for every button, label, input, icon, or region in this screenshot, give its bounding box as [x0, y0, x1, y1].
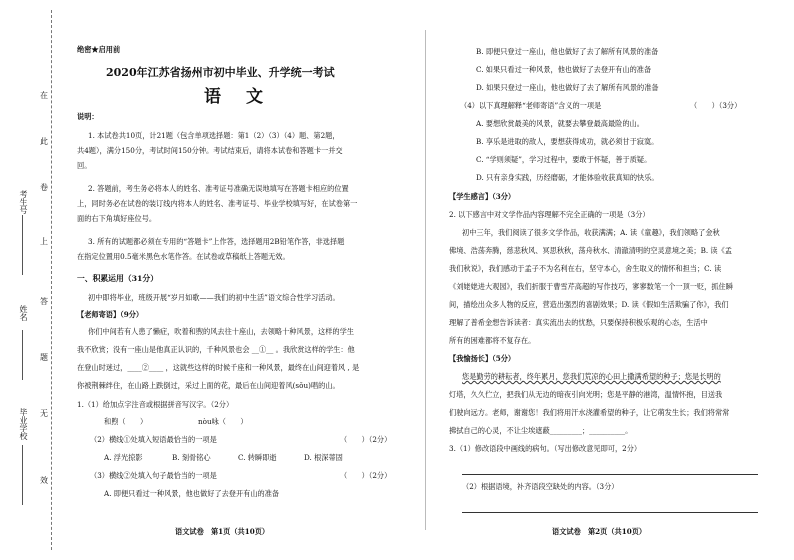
- secret-mark: 绝密★启用前: [77, 45, 121, 54]
- seal-char: 答: [40, 297, 48, 306]
- question-1-4: （4）以下真理解释“老师寄语”含义的一项是: [460, 101, 602, 110]
- option-a[interactable]: A. 浮光掠影: [104, 453, 143, 462]
- question-2: 2. 以下感言中对文学作品内容理解不完全正确的一项是（3分）: [449, 210, 650, 219]
- option-d[interactable]: D. 只有亲身实践，历经磨砺，才能体验收获真知的快乐。: [476, 173, 659, 182]
- binding-line: [51, 10, 52, 550]
- q2-text-line: 理解了普希金想告诉读者：真实流出去的忧愁，只要保持积极乐观的心态，生活中: [449, 318, 708, 327]
- my-strength-heading: 【我愉扬长】（5分）: [449, 354, 516, 363]
- q2-text-line: 佛境、浩荡奔腾，慈悲秋风、冥思秋秋，荡舟秋水、清澈清明的空灵意境之美；B. 读《孟: [449, 246, 732, 255]
- note-line: 面的右下角填好座位号。: [77, 214, 157, 223]
- option-a[interactable]: A. 即便只看过一种风景，他也做好了去登开有山的准备: [104, 489, 280, 498]
- student-reflection-heading: 【学生感言】（3分）: [449, 192, 516, 201]
- option-c[interactable]: C. 如果只看过一种风景，他也做好了去登开有山的准备: [476, 65, 652, 74]
- option-b[interactable]: B. 享乐是进取的敌人，要想获得成功，就必须甘于寂寞。: [476, 137, 659, 146]
- answer-line[interactable]: [462, 474, 758, 475]
- subject-title: 语 文: [204, 87, 267, 107]
- school-line: [22, 445, 23, 505]
- passage-line: 在登山时迷过，____②____ ，这就些这样的时候千座和一种风景，最终在山间迎着风 , 是: [77, 363, 360, 372]
- question-1: 1.（1）给加点字注音或根据拼音写汉字。（2分）: [77, 400, 234, 409]
- page-divider: [425, 30, 426, 530]
- q2-text-line: 《刘姥姥进大观园》，我们折服于曹雪芹高超的写作技巧，寥寥数笔一个一顶一贬，抓住瞬: [449, 282, 733, 291]
- note-line: 2. 答题前，考生务必将本人的姓名、准考证号准确无误地填写在答题卡相应的位置: [88, 184, 349, 193]
- para3-line: 们驶向远方。老师，谢谢您！我们将用汗水浇灌希望的种子，让它萌发生长；我们将常常: [449, 408, 730, 417]
- page-footer-left: 语文试卷 第1页（共10页）: [175, 527, 270, 536]
- seal-char: 卷: [40, 183, 48, 192]
- note-line: 共4题），满分150分，考试时间150分钟。考试结束后，请将本试卷和答题卡一并交: [77, 146, 343, 155]
- underlined-sentence: 您是勤劳的耕耘者，终年累月，您我们荒凉的心田上撒满希望的种子；您是长明的: [462, 372, 721, 381]
- para3-line: [462, 372, 721, 381]
- question-1-2-score: （ ）（2分）: [340, 435, 392, 444]
- option-c[interactable]: C. 转瞬即逝: [238, 453, 277, 462]
- passage-line: 我不欣赏；没有一座山是他真正认识的，千种风景也会 __①__ 。我欣赏这样的学生：他: [77, 345, 355, 354]
- note-line: 3. 所有的试题都必须在专用的“答题卡”上作答，选择题用2B铅笔作答，非选择题: [88, 237, 345, 246]
- name-line: [22, 330, 23, 380]
- option-d[interactable]: D. 根深蒂固: [304, 453, 343, 462]
- question-1-3-score: （ ）（2分）: [340, 471, 392, 480]
- seal-char: 无: [40, 409, 48, 418]
- note-line: 在指定位置用0.5毫米黑色水笔作答。在试卷或草稿纸上答题无效。: [77, 252, 290, 261]
- pinyin-blank-2[interactable]: nòu咏（ ）: [198, 417, 248, 426]
- option-d[interactable]: D. 如果只登过一座山，他也做好了去了解所有风景的准备: [476, 83, 659, 92]
- para3-line: 灯塔，久久伫立，把我们从无边的暗夜引向光明；您是平静的港湾，温情怀抱，目送我: [449, 390, 723, 399]
- question-1-4-score: （ ）（3分）: [690, 101, 742, 110]
- q2-text-line: 所有的困难都将不复存在。: [449, 336, 536, 345]
- option-b[interactable]: B. 即便只登过一座山，他也做好了去了解所有风景的准备: [476, 47, 659, 56]
- section1-heading: 一、积累运用（31分）: [77, 274, 159, 283]
- activity-intro: 初中即将毕业，班级开展“岁月如歌——我们的初中生活”语文综合性学习活动。: [88, 293, 340, 302]
- note-line: 1. 本试卷共10页，计21题（包含单项选择题：第1（2）（3）（4）题、第2题，: [88, 131, 340, 140]
- exam-number-line: [22, 215, 23, 275]
- q2-text-line: 间，描绘出众多人物的反应，营造出强烈的喜剧效果；D. 读《假如生活欺骗了你》，我们: [449, 300, 729, 309]
- passage-line: 你被荆棘绊住，在山路上跌倒过，采过上面的花，最后在山间迎着风(sǒu)唱的山。: [77, 381, 340, 390]
- notes-heading: 说明：: [77, 112, 99, 121]
- label-exam-number: 考生号: [19, 190, 28, 214]
- q2-text-line: 我们秋说》，我们感动于孟子不为名利在右，坚守本心，舍生取义的情怀和担当；C. 读: [449, 264, 722, 273]
- teacher-message-heading: 【老师寄语】（9分）: [77, 310, 144, 319]
- label-name: 姓名: [19, 305, 28, 321]
- label-school: 毕业学校: [19, 408, 28, 440]
- passage-line: 你们中间若有人患了懒症，吹着和煦的风去往十座山，去领略十种风景，这样的学生: [88, 327, 354, 336]
- question-1-2: （2）横线①处填入短语最恰当的一项是: [90, 435, 217, 444]
- note-line: 上，同时务必在试卷的装订线内将本人的姓名、准考证号、毕业学校填写好，在试卷第一: [77, 199, 358, 208]
- question-3-2: （2）根据语境，补齐语段空缺处的内容。（3分）: [462, 482, 619, 491]
- option-b[interactable]: B. 刻骨铭心: [172, 453, 211, 462]
- q2-text-line: 初中三年，我们阅读了很多文学作品，收获满满；A. 读《童趣》，我们领略了金秋: [462, 228, 720, 237]
- page-footer-right: 语文试卷 第2页（共10页）: [552, 527, 647, 536]
- seal-char: 效: [40, 476, 48, 485]
- para3-line: 拂拭自己的心灵，不让尘埃遮蔽_________；__________。: [449, 426, 633, 435]
- answer-line[interactable]: [462, 512, 758, 513]
- exam-title: 2020年江苏省扬州市初中毕业、升学统一考试: [106, 66, 335, 79]
- seal-char: 题: [40, 353, 48, 362]
- seal-char: 在: [40, 91, 48, 100]
- question-3: 3.（1）修改语段中画线的病句。（写出修改意见即可，2分）: [449, 444, 642, 453]
- pinyin-blank-1[interactable]: 和煦（ ）: [104, 417, 148, 426]
- note-line: 回。: [77, 161, 92, 170]
- question-1-3: （3）横线②处填入句子最恰当的一项是: [90, 471, 217, 480]
- seal-char: 上: [40, 237, 48, 246]
- option-c[interactable]: C. “学则须疑”，学习过程中，要敢于怀疑，善于质疑。: [476, 155, 652, 164]
- seal-char: 此: [40, 137, 48, 146]
- option-a[interactable]: A. 要想欣赏最美的风景，就要去攀登最高最险的山。: [476, 119, 644, 128]
